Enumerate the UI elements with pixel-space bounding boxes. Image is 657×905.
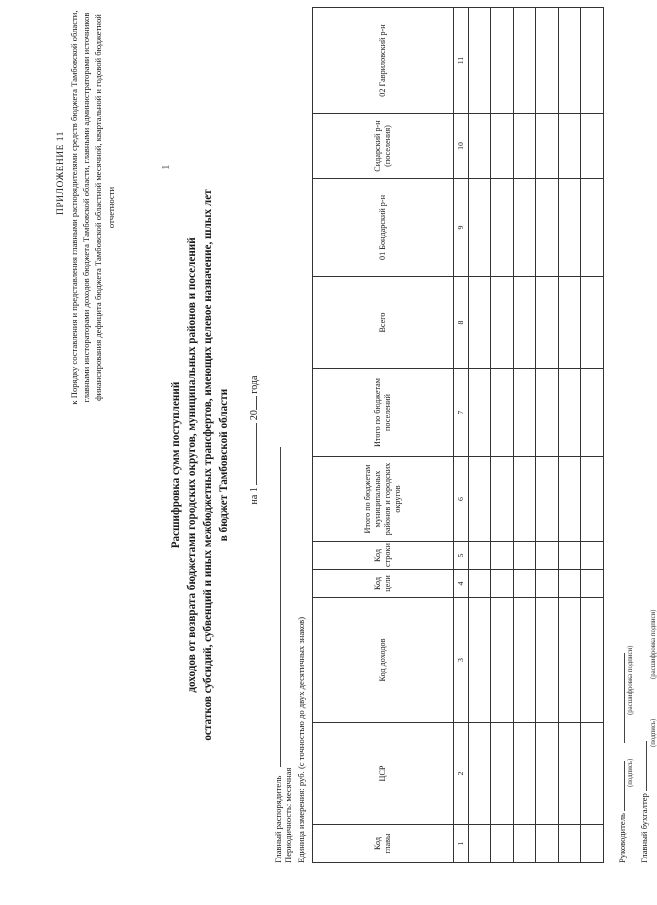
table-cell[interactable] — [558, 598, 581, 723]
table-cell[interactable] — [468, 723, 491, 825]
table-cell[interactable] — [468, 598, 491, 723]
table-cell[interactable] — [491, 570, 514, 598]
table-cell[interactable] — [491, 8, 514, 114]
table-header-row — [313, 8, 454, 863]
unit-of-measure: Единица измерения: руб. (с точностью до двух десятичных знаков) — [296, 616, 306, 863]
table-cell[interactable] — [558, 277, 581, 369]
table-cell[interactable] — [581, 8, 604, 114]
page-mark: 1 — [160, 164, 172, 170]
title-line-3: остатков субсидий, субвенций и иных межбюджетных трансфертов, имеющих целевое назначение, шлых лет — [202, 189, 214, 741]
table-cell[interactable] — [513, 825, 536, 863]
table-cell[interactable] — [536, 369, 559, 457]
table-cell[interactable] — [468, 8, 491, 114]
table-cell[interactable] — [513, 723, 536, 825]
table-cell[interactable] — [536, 542, 559, 570]
table-cell[interactable] — [513, 542, 536, 570]
col-csr: ЦСР — [313, 723, 454, 825]
distributor-line — [270, 447, 283, 863]
table-cell[interactable] — [468, 369, 491, 457]
table-cell[interactable] — [536, 8, 559, 114]
periodicity: Периодичность: месячная — [283, 767, 293, 863]
head-decode-blank[interactable] — [614, 653, 625, 743]
col-number: 5 — [454, 542, 468, 570]
table-cell[interactable] — [491, 369, 514, 457]
table-cell[interactable] — [581, 598, 604, 723]
table-cell[interactable] — [491, 277, 514, 369]
table-row — [468, 8, 491, 863]
table-cell[interactable] — [581, 723, 604, 825]
col-number: 2 — [454, 723, 468, 825]
table-cell[interactable] — [468, 277, 491, 369]
accountant-sign-caption: (подпись) — [650, 718, 657, 747]
table-cell[interactable] — [491, 542, 514, 570]
table-cell[interactable] — [491, 114, 514, 179]
col-line-code: Код строки — [313, 542, 454, 570]
table-row — [536, 8, 559, 863]
document-title — [168, 105, 232, 825]
col-number: 4 — [454, 570, 468, 598]
table-cell[interactable] — [468, 542, 491, 570]
table-cell[interactable] — [468, 114, 491, 179]
col-number: 3 — [454, 598, 468, 723]
table-cell[interactable] — [581, 114, 604, 179]
head-decode-caption: (расшифровка подписи) — [627, 645, 634, 715]
head-sign-caption: (подпись) — [627, 758, 634, 787]
table-cell[interactable] — [558, 457, 581, 542]
col-total: Всего — [313, 277, 454, 369]
table-cell[interactable] — [513, 8, 536, 114]
date-prefix: на 1 — [249, 487, 260, 505]
table-cell[interactable] — [558, 723, 581, 825]
table-cell[interactable] — [581, 277, 604, 369]
distributor-label: Главный распорядитель — [273, 775, 283, 863]
date-year-suffix: года — [249, 375, 260, 394]
table-cell[interactable] — [558, 570, 581, 598]
column-number-row — [454, 8, 468, 863]
accountant-decode-caption: (расшифровка подписи) — [650, 609, 657, 679]
table-cell[interactable] — [581, 825, 604, 863]
head-label: Руководитель — [617, 813, 627, 863]
col-total-districts: Итого по бюджетам муниципальных районов и городских округов — [313, 457, 454, 542]
table-row — [513, 8, 536, 863]
col-number: 1 — [454, 825, 468, 863]
table-cell[interactable] — [513, 179, 536, 277]
date-year-prefix: 20 — [249, 410, 260, 421]
col-number: 10 — [454, 114, 468, 179]
appendix-number: ПРИЛОЖЕНИЕ 11 — [56, 131, 66, 215]
title-line-4: в бюджет Тамбовской области — [218, 388, 230, 542]
head-signature — [614, 653, 627, 863]
col-income-code: Код доходов — [313, 598, 454, 723]
table-cell[interactable] — [513, 114, 536, 179]
col-number: 9 — [454, 179, 468, 277]
table-cell[interactable] — [558, 825, 581, 863]
accountant-label: Главный бухгалтер — [639, 793, 649, 863]
col-number: 11 — [454, 8, 468, 114]
table-cell[interactable] — [581, 570, 604, 598]
table-cell[interactable] — [491, 179, 514, 277]
table-cell[interactable] — [558, 114, 581, 179]
table-cell[interactable] — [558, 179, 581, 277]
table-cell[interactable] — [491, 825, 514, 863]
table-cell[interactable] — [536, 570, 559, 598]
head-sign-blank[interactable] — [614, 761, 625, 811]
table-cell[interactable] — [536, 825, 559, 863]
table-row — [581, 8, 604, 863]
accountant-sign-blank[interactable] — [636, 741, 647, 791]
table-cell[interactable] — [558, 8, 581, 114]
col-sidarsky: Сидарский р-н (поселения) — [313, 114, 454, 179]
col-number: 6 — [454, 457, 468, 542]
table-cell[interactable] — [513, 570, 536, 598]
title-line-2: доходов от возврата бюджетами городских округов, муниципальных районов и поселений — [186, 237, 198, 693]
table-cell[interactable] — [513, 369, 536, 457]
year-blank[interactable] — [246, 396, 257, 410]
table-cell[interactable] — [581, 542, 604, 570]
col-bondarsky: 01 Бондарский р-н — [313, 179, 454, 277]
col-gavrilovsky: 02 Гавриловский р-н — [313, 8, 454, 114]
table-cell[interactable] — [513, 457, 536, 542]
table-cell[interactable] — [536, 598, 559, 723]
table-row — [558, 8, 581, 863]
col-number: 8 — [454, 277, 468, 369]
table-cell[interactable] — [491, 723, 514, 825]
table-cell[interactable] — [468, 825, 491, 863]
table-cell[interactable] — [558, 542, 581, 570]
col-goal-code: Код цели — [313, 570, 454, 598]
table-body — [468, 8, 603, 863]
table-cell[interactable] — [468, 179, 491, 277]
table-cell[interactable] — [536, 723, 559, 825]
table-cell[interactable] — [491, 598, 514, 723]
table-cell[interactable] — [468, 457, 491, 542]
appendix-text: к Порядку составления и представления главными распорядителями средств бюджета Тамбовской области, главными инстораторами доходов бюджета Тамбовской области, главными администраторами источников финансирования дефицита бюджета Тамбовской областной месячной, квартальной и годовой бюджетной отчетности — [69, 10, 116, 405]
table-cell[interactable] — [491, 457, 514, 542]
table-cell[interactable] — [581, 179, 604, 277]
distributor-blank[interactable] — [270, 447, 281, 767]
table-cell[interactable] — [536, 277, 559, 369]
data-table — [312, 7, 604, 863]
report-date — [246, 330, 260, 550]
table-cell[interactable] — [513, 598, 536, 723]
col-chapter-code: Код главы — [313, 825, 454, 863]
table-cell[interactable] — [558, 369, 581, 457]
table-cell[interactable] — [468, 570, 491, 598]
table-cell[interactable] — [536, 457, 559, 542]
table-cell[interactable] — [581, 369, 604, 457]
table-cell[interactable] — [536, 179, 559, 277]
col-number: 7 — [454, 369, 468, 457]
table-cell[interactable] — [536, 114, 559, 179]
date-blank[interactable] — [246, 423, 257, 485]
col-total-settlements: Итого по бюджетам поселений — [313, 369, 454, 457]
table-cell[interactable] — [513, 277, 536, 369]
table-cell[interactable] — [581, 457, 604, 542]
title-line-1: Расшифровка сумм поступлений — [170, 381, 182, 549]
table-row — [491, 8, 514, 863]
accountant-signature — [636, 741, 649, 863]
